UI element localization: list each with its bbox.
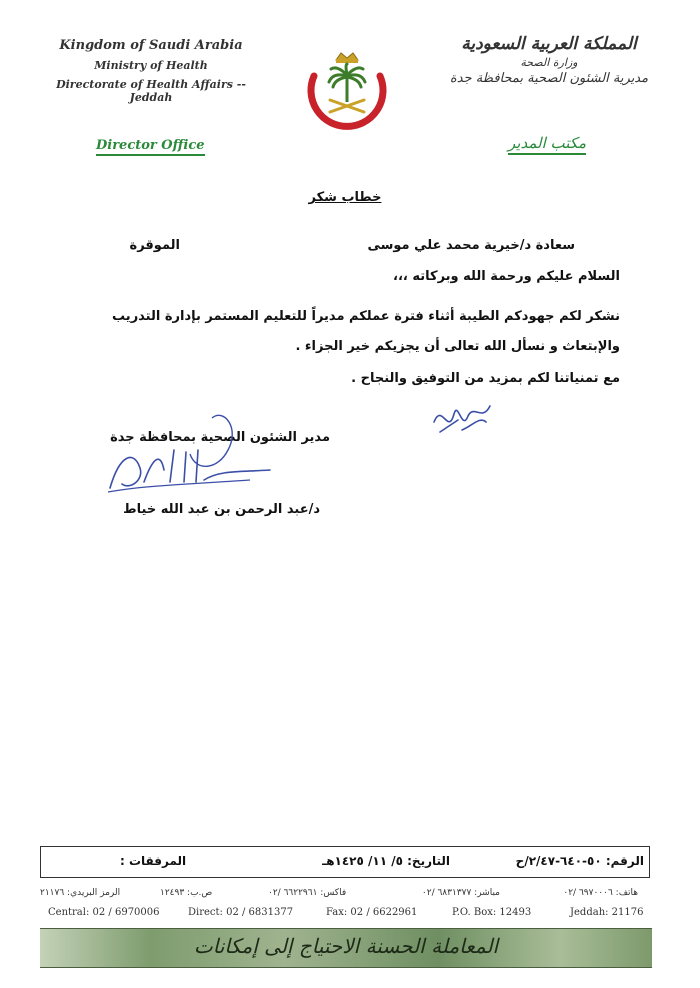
arabic-letterhead xyxy=(434,34,664,86)
directorate-name-en: Directorate of Health Affairs -- Jeddah xyxy=(56,78,246,104)
handwritten-signature-icon xyxy=(100,410,290,500)
ministry-emblem-icon xyxy=(300,42,394,136)
signatory-name: د/عبد الرحمن بن عبد الله خياط xyxy=(123,502,320,517)
letter-date: التاريخ: ٥/ ١١/ ١٤٢٥هـ xyxy=(322,854,450,868)
kingdom-name-ar: المملكة العربية السعودية xyxy=(461,34,637,54)
initials-mark-icon xyxy=(428,392,498,444)
direct-phone-en: Direct: 02 / 6831377 xyxy=(188,907,294,918)
recipient-line: سعادة د/خيرية محمد علي موسى xyxy=(367,238,575,253)
pobox-en: P.O. Box: 12493 xyxy=(452,907,532,918)
postal-code-ar: الرمز البريدي: ٢١١٧٦ xyxy=(40,888,121,898)
directorate-name-ar: مديرية الشئون الصحية بمحافظة جدة xyxy=(449,71,649,86)
kingdom-name-en: Kingdom of Saudi Arabia xyxy=(59,38,243,53)
recipient-honorific: الموقرة xyxy=(129,238,180,253)
greeting-line: السلام عليكم ورحمة الله وبركاته ،،، xyxy=(393,269,620,284)
director-office-ar: مكتب المدير xyxy=(508,134,586,155)
body-line-3: مع تمنياتنا لكم بمزيد من التوفيق والنجاح . xyxy=(351,371,620,386)
fax-ar: فاكس: ٦٦٢٢٩٦١ /٠٢ xyxy=(268,888,347,898)
letter-title: خطاب شكر xyxy=(308,190,382,205)
body-line-2: والإبتعاث و نسأل الله تعالى أن يجزيكم خير الجزاء . xyxy=(295,339,620,354)
director-office-en: Director Office xyxy=(96,138,205,156)
ministry-name-en: Ministry of Health xyxy=(94,59,208,72)
motto-text: المعاملة الحسنة الاحتياج إلى إمكانات xyxy=(193,934,499,958)
english-letterhead xyxy=(36,38,266,104)
direct-ar: مباشر: ٦٨٣١٣٧٧ /٠٢ xyxy=(421,888,500,898)
ministry-name-ar: وزارة الصحة xyxy=(520,56,578,69)
postal-city-en: Jeddah: 21176 xyxy=(570,907,644,918)
pobox-ar: ص.ب: ١٢٤٩٣ xyxy=(160,888,213,898)
reference-number: الرقم: ٥٠-٦٤٠-٢/٤٧/ح xyxy=(515,854,644,868)
attachments-label: المرفقات : xyxy=(120,854,187,868)
phone-ar: هاتف: ٦٩٧٠٠٠٦ /٠٢ xyxy=(563,888,638,898)
body-line-1: نشكر لكم جهودكم الطيبة أثناء فترة عملكم مديراً للتعليم المستمر بإدارة التدريب xyxy=(112,309,620,324)
signatory-title: مدير الشئون الصحية بمحافظة جدة xyxy=(110,430,330,445)
central-phone-en: Central: 02 / 6970006 xyxy=(48,907,160,918)
fax-en: Fax: 02 / 6622961 xyxy=(326,907,418,918)
